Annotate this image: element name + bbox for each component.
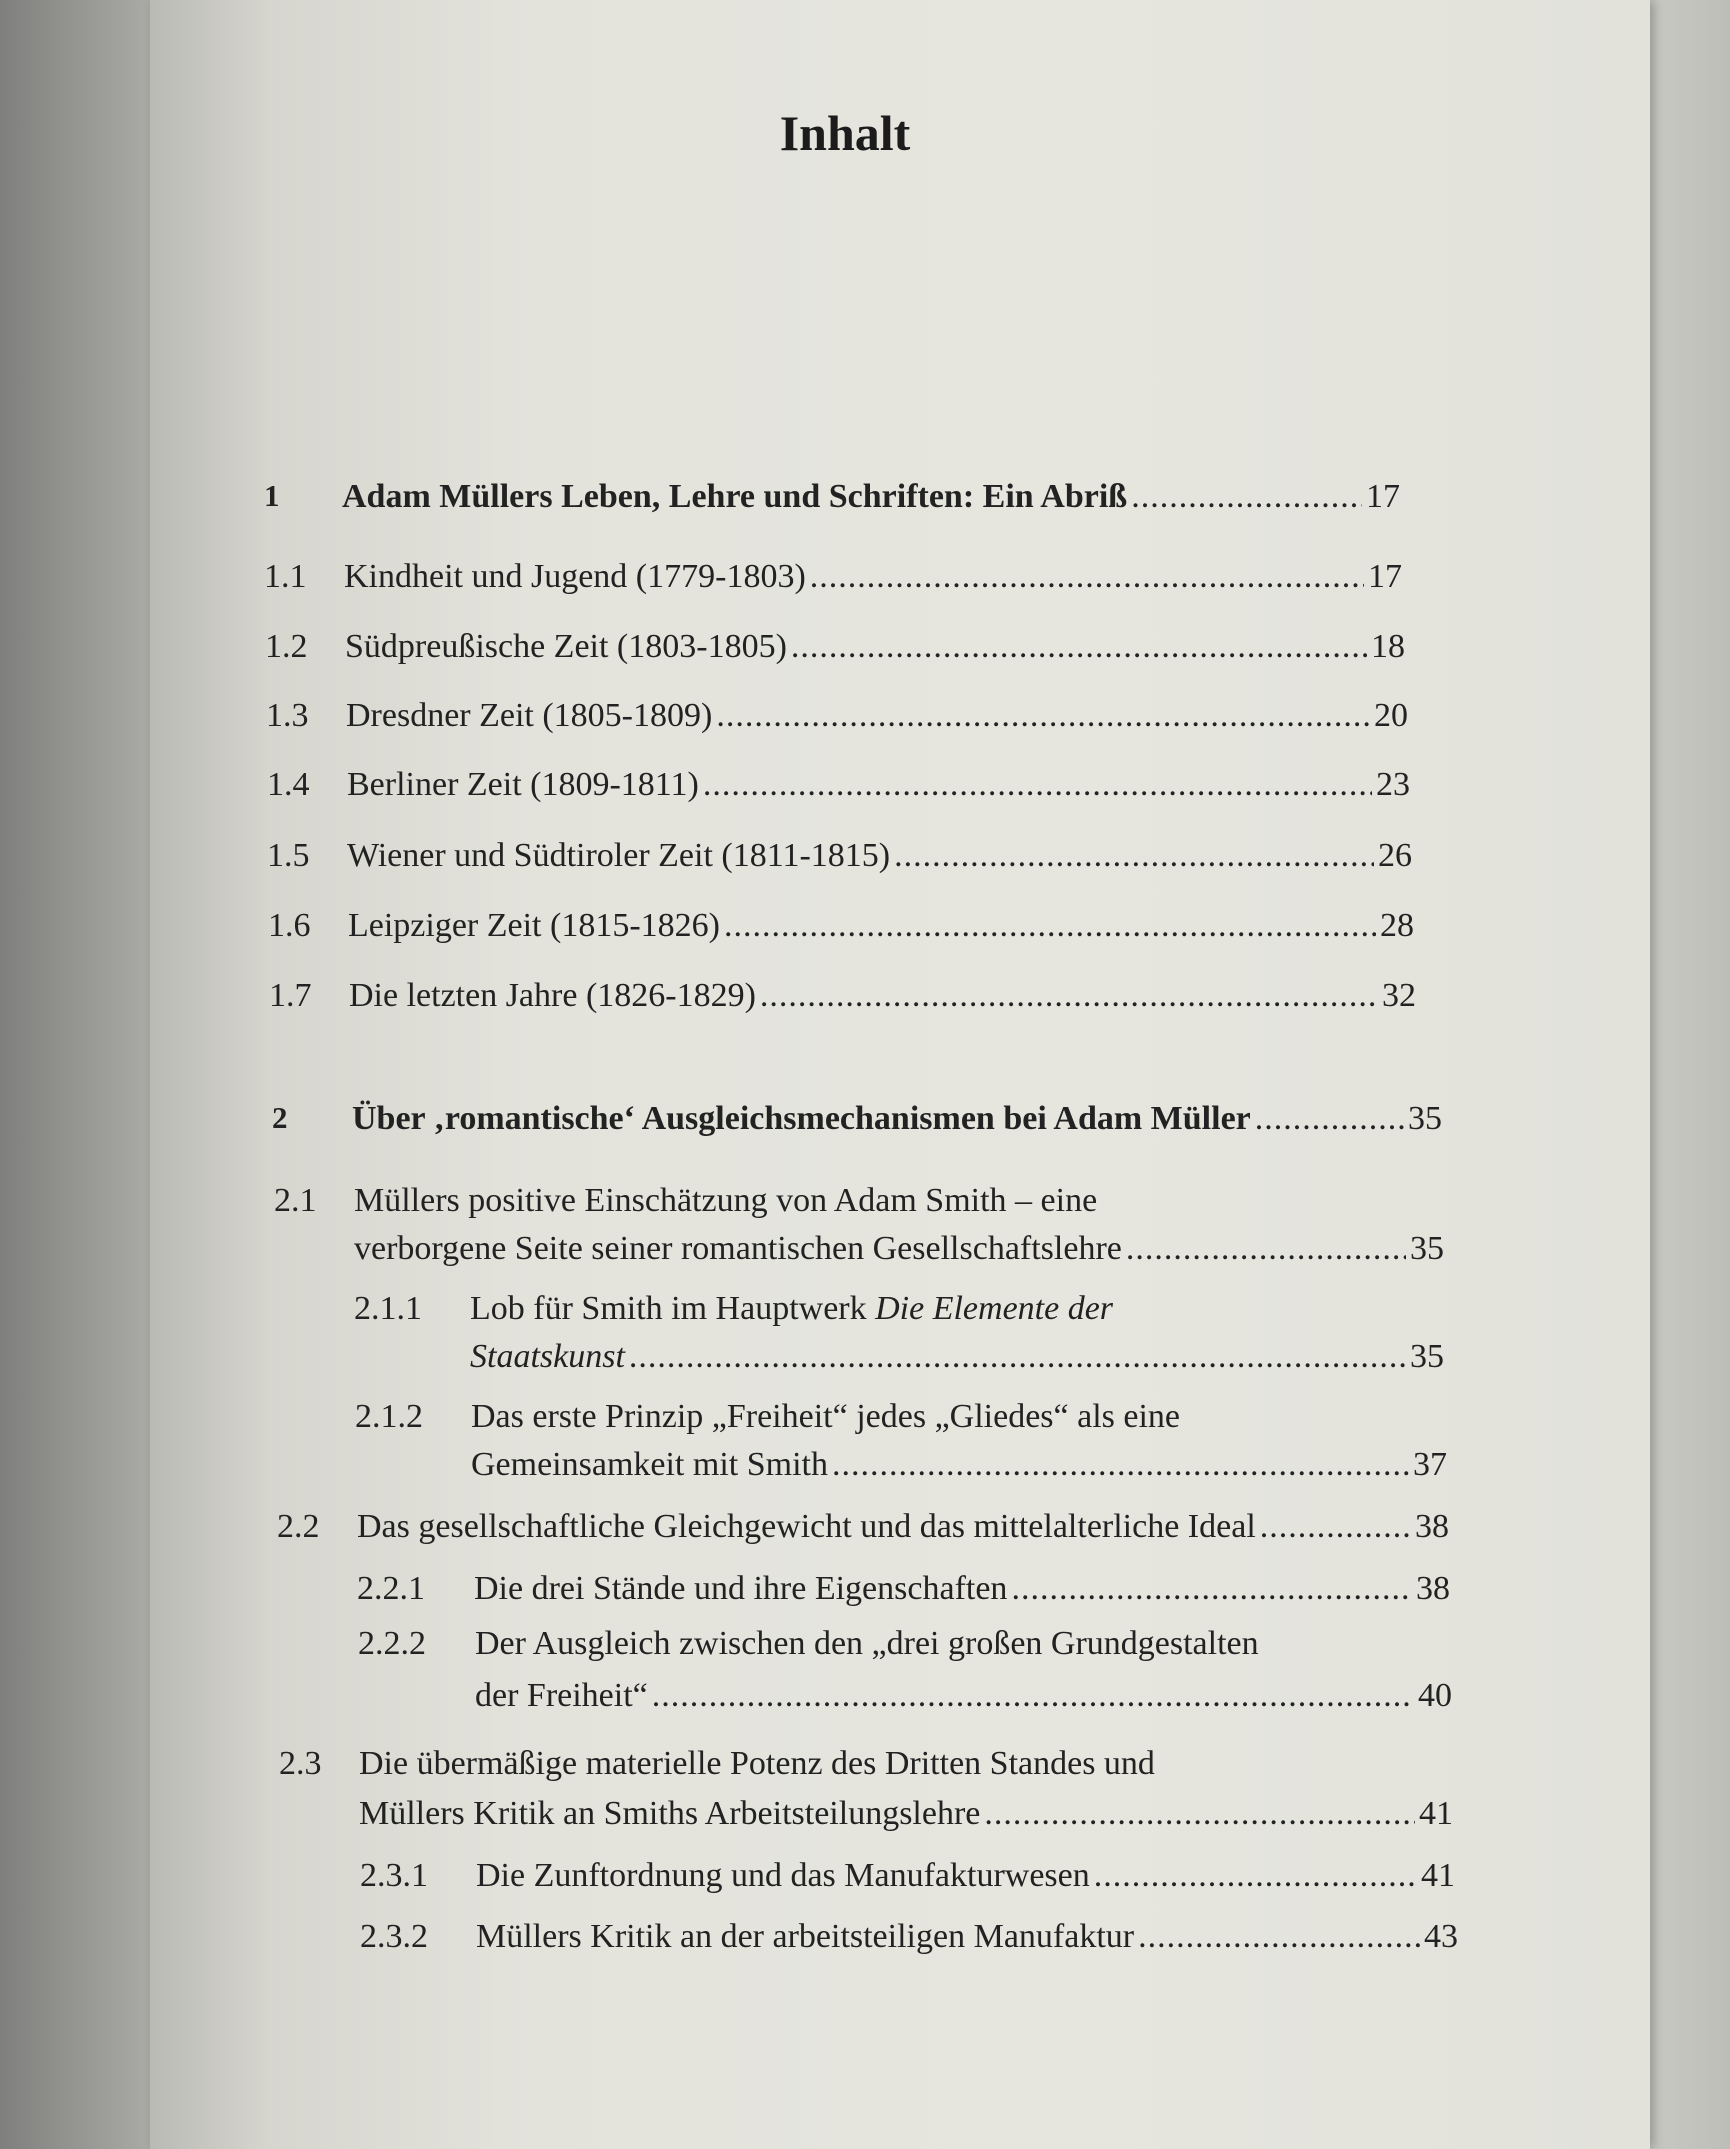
leader-dots	[716, 697, 1370, 735]
entry-page: 37	[1413, 1446, 1447, 1483]
entry-title: Staatskunst	[470, 1338, 625, 1375]
leader-dots	[760, 977, 1378, 1015]
entry-page: 38	[1416, 1570, 1450, 1607]
entry-page: 23	[1376, 766, 1410, 803]
entry-title: Die letzten Jahre (1826-1829)	[349, 977, 756, 1014]
entry-title: Leipziger Zeit (1815-1826)	[348, 907, 720, 944]
entry-page: 20	[1374, 697, 1408, 734]
entry-title: Wiener und Südtiroler Zeit (1811-1815)	[347, 837, 891, 874]
leader-dots	[1138, 1918, 1420, 1956]
leader-dots	[810, 558, 1364, 596]
entry-page: 43	[1424, 1918, 1458, 1955]
leader-dots	[894, 837, 1374, 875]
entry-number: 2.1.2	[355, 1398, 423, 1435]
entry-number: 2.2.1	[357, 1570, 425, 1607]
title-text: Lob für Smith im Hauptwerk	[470, 1290, 876, 1327]
toc-entry	[279, 1745, 1453, 1835]
entry-number: 2.2.2	[358, 1625, 426, 1662]
entry-number: 2.1	[274, 1182, 317, 1219]
entry-title-line-1: Der Ausgleich zwischen den „drei großen Grundgestalten	[475, 1625, 1259, 1662]
entry-number: 1.5	[267, 837, 310, 874]
leader-dots	[984, 1795, 1415, 1833]
entry-title-line-1: Das erste Prinzip „Freiheit“ jedes „Gliedes“ als eine	[471, 1398, 1181, 1435]
leader-dots	[1260, 1508, 1411, 1546]
entry-page: 17	[1366, 478, 1400, 515]
entry-page: 41	[1419, 1795, 1453, 1832]
entry-page: 35	[1408, 1100, 1442, 1137]
entry-title: verborgene Seite seiner romantischen Gesellschaftslehre	[354, 1230, 1122, 1267]
entry-title: Adam Müllers Leben, Lehre und Schriften: Ein Abriß	[342, 478, 1128, 515]
entry-page: 35	[1410, 1338, 1444, 1375]
entry-page: 40	[1418, 1677, 1452, 1714]
entry-number: 1.6	[268, 907, 311, 944]
leader-dots	[1131, 478, 1362, 516]
entry-page: 35	[1410, 1230, 1444, 1267]
entry-title: Das gesellschaftliche Gleichgewicht und das mittelalterliche Ideal	[357, 1508, 1256, 1545]
entry-number: 1.2	[265, 628, 308, 665]
entry-title: Über ‚romantische‘ Ausgleichsmechanismen bei Adam Müller	[352, 1100, 1251, 1137]
leader-dots	[652, 1677, 1414, 1715]
leader-dots	[703, 766, 1372, 804]
entry-number: 2.1.1	[354, 1290, 422, 1327]
entry-title: Müllers Kritik an der arbeitsteiligen Manufaktur	[476, 1918, 1135, 1955]
entry-number: 1	[264, 478, 280, 513]
entry-page: 32	[1382, 977, 1416, 1014]
entry-page: 17	[1368, 558, 1402, 595]
entry-page: 28	[1380, 907, 1414, 944]
toc-entry-sub	[354, 1290, 1444, 1380]
page-title: Inhalt	[779, 105, 911, 161]
entry-title-line-1	[470, 1290, 1113, 1328]
entry-title-line-1: Die übermäßige materielle Potenz des Dritten Standes und	[359, 1745, 1155, 1782]
entry-title: Kindheit und Jugend (1779-1803)	[344, 558, 806, 595]
entry-title-line-1: Müllers positive Einschätzung von Adam Smith – eine	[354, 1182, 1098, 1219]
leader-dots	[1094, 1857, 1417, 1895]
entry-number: 2.3.2	[360, 1918, 428, 1955]
entry-title: Berliner Zeit (1809-1811)	[347, 766, 699, 803]
entry-title: Gemeinsamkeit mit Smith	[471, 1446, 828, 1483]
entry-page: 41	[1421, 1857, 1455, 1894]
facing-page-edge	[1640, 0, 1730, 2149]
leader-dots	[832, 1446, 1409, 1484]
entry-number: 2	[272, 1100, 288, 1135]
entry-title: Dresdner Zeit (1805-1809)	[346, 697, 713, 734]
entry-title: Südpreußische Zeit (1803-1805)	[345, 628, 787, 665]
leader-dots	[724, 907, 1376, 945]
toc-entry	[274, 1182, 1444, 1272]
title-italic: Die Elemente der	[875, 1290, 1114, 1327]
entry-number: 1.1	[264, 558, 307, 595]
leader-dots	[1255, 1100, 1404, 1138]
leader-dots	[629, 1338, 1406, 1376]
toc-entry-sub	[358, 1625, 1452, 1715]
leader-dots	[791, 628, 1367, 666]
entry-page: 18	[1371, 628, 1405, 665]
entry-number: 1.7	[269, 977, 312, 1014]
entry-title: Die Zunftordnung und das Manufakturwesen	[476, 1857, 1090, 1894]
entry-page: 38	[1415, 1508, 1449, 1545]
entry-title: der Freiheit“	[475, 1677, 648, 1714]
entry-number: 1.4	[267, 766, 310, 803]
entry-number: 2.2	[277, 1508, 320, 1545]
leader-dots	[1011, 1570, 1412, 1608]
entry-title: Müllers Kritik an Smiths Arbeitsteilungslehre	[359, 1795, 981, 1832]
entry-number: 2.3.1	[360, 1857, 428, 1894]
entry-title: Die drei Stände und ihre Eigenschaften	[474, 1570, 1008, 1607]
entry-page: 26	[1378, 837, 1412, 874]
leader-dots	[1126, 1230, 1406, 1268]
entry-number: 1.3	[266, 697, 309, 734]
entry-number: 2.3	[279, 1745, 322, 1782]
toc-entry-sub	[355, 1398, 1447, 1488]
